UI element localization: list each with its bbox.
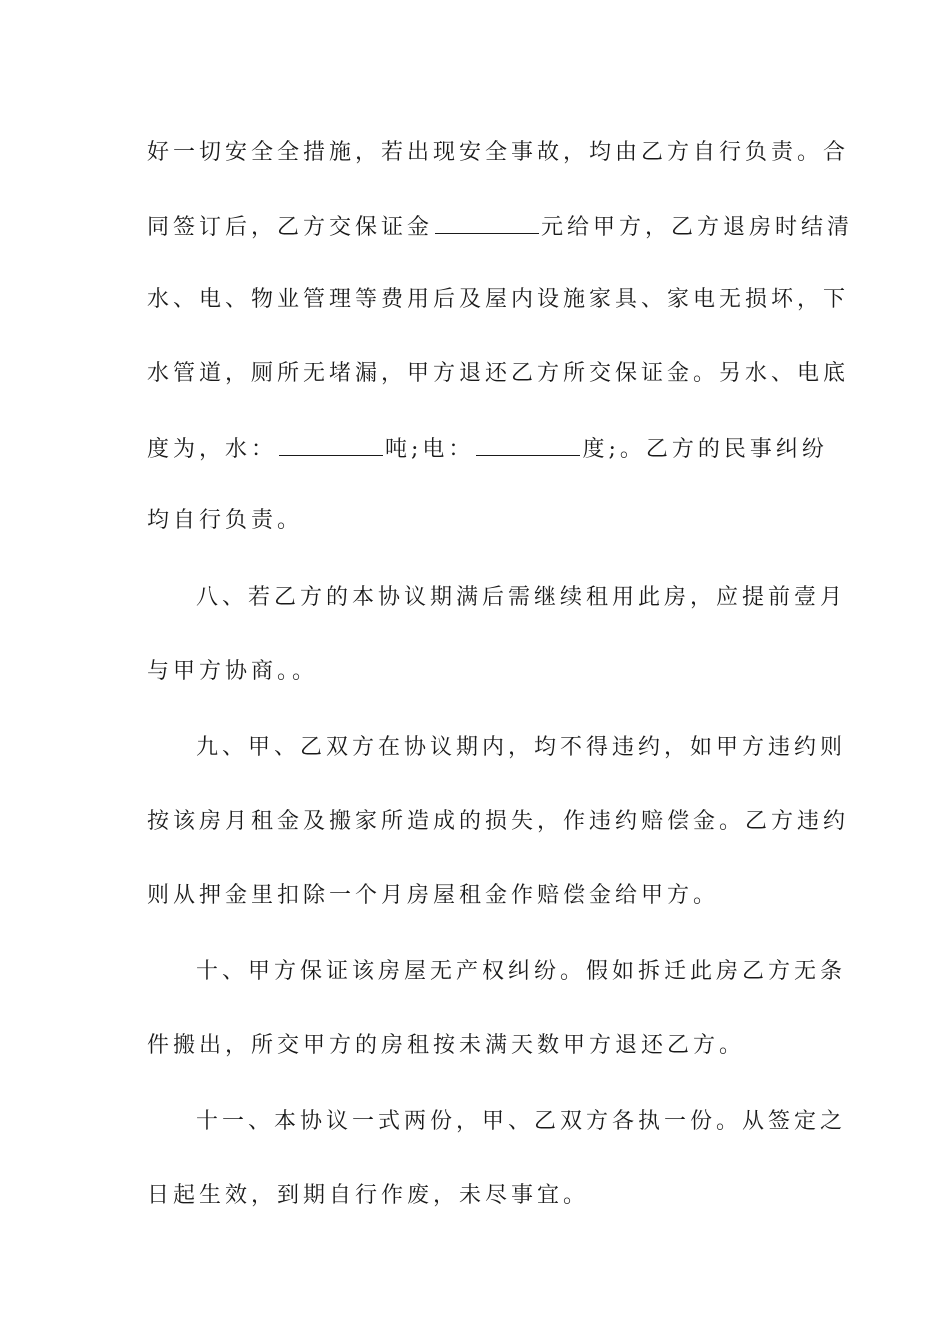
paragraph-7-line-5 <box>147 433 828 465</box>
paragraph-7-line-1: 好一切安全全措施，若出现安全事故，均由乙方自行负责。合 <box>147 140 850 165</box>
paragraph-9-line-3: 则从押金里扣除一个月房屋租金作赔偿金给甲方。 <box>147 883 720 908</box>
paragraph-9-line-1: 九、甲、乙双方在协议期内，均不得违约，如甲方违约则 <box>196 735 847 760</box>
paragraph-8-line-2: 与甲方协商。。 <box>147 659 319 684</box>
paragraph-9-line-2: 按该房月租金及搬家所造成的损失，作违约赔偿金。乙方违约 <box>147 809 850 834</box>
paragraph-7-line-3: 水、电、物业管理等费用后及屋内设施家具、家电无损坏，下 <box>147 287 850 312</box>
paragraph-7-line-5-text-c: 度;。乙方的民事纠纷 <box>582 437 828 462</box>
paragraph-7-line-2-text-b: 元给甲方，乙方退房时结清 <box>541 215 854 240</box>
paragraph-7-line-2 <box>147 211 853 243</box>
paragraph-7-line-6: 均自行负责。 <box>147 508 304 533</box>
paragraph-7-line-2-text-a: 同签订后，乙方交保证金 <box>147 215 434 240</box>
paragraph-8-line-1: 八、若乙方的本协议期满后需继续租用此房，应提前壹月 <box>196 585 847 610</box>
paragraph-7-line-4: 水管道，厕所无堵漏，甲方退还乙方所交保证金。另水、电底 <box>147 361 850 386</box>
deposit-amount-blank <box>435 211 539 234</box>
electricity-reading-blank <box>476 433 580 456</box>
paragraph-10-line-1: 十、甲方保证该房屋无产权纠纷。假如拆迁此房乙方无条 <box>196 959 847 984</box>
paragraph-7-line-5-text-b: 吨;电： <box>385 437 475 462</box>
paragraph-11-line-2: 日起生效，到期自行作废，未尽事宜。 <box>147 1183 590 1208</box>
paragraph-10-line-2: 件搬出，所交甲方的房租按未满天数甲方退还乙方。 <box>147 1033 746 1058</box>
paragraph-11-line-1: 十一、本协议一式两份，甲、乙双方各执一份。从签定之 <box>196 1109 847 1134</box>
paragraph-7-line-5-text-a: 度为，水： <box>147 437 278 462</box>
water-reading-blank <box>279 433 383 456</box>
